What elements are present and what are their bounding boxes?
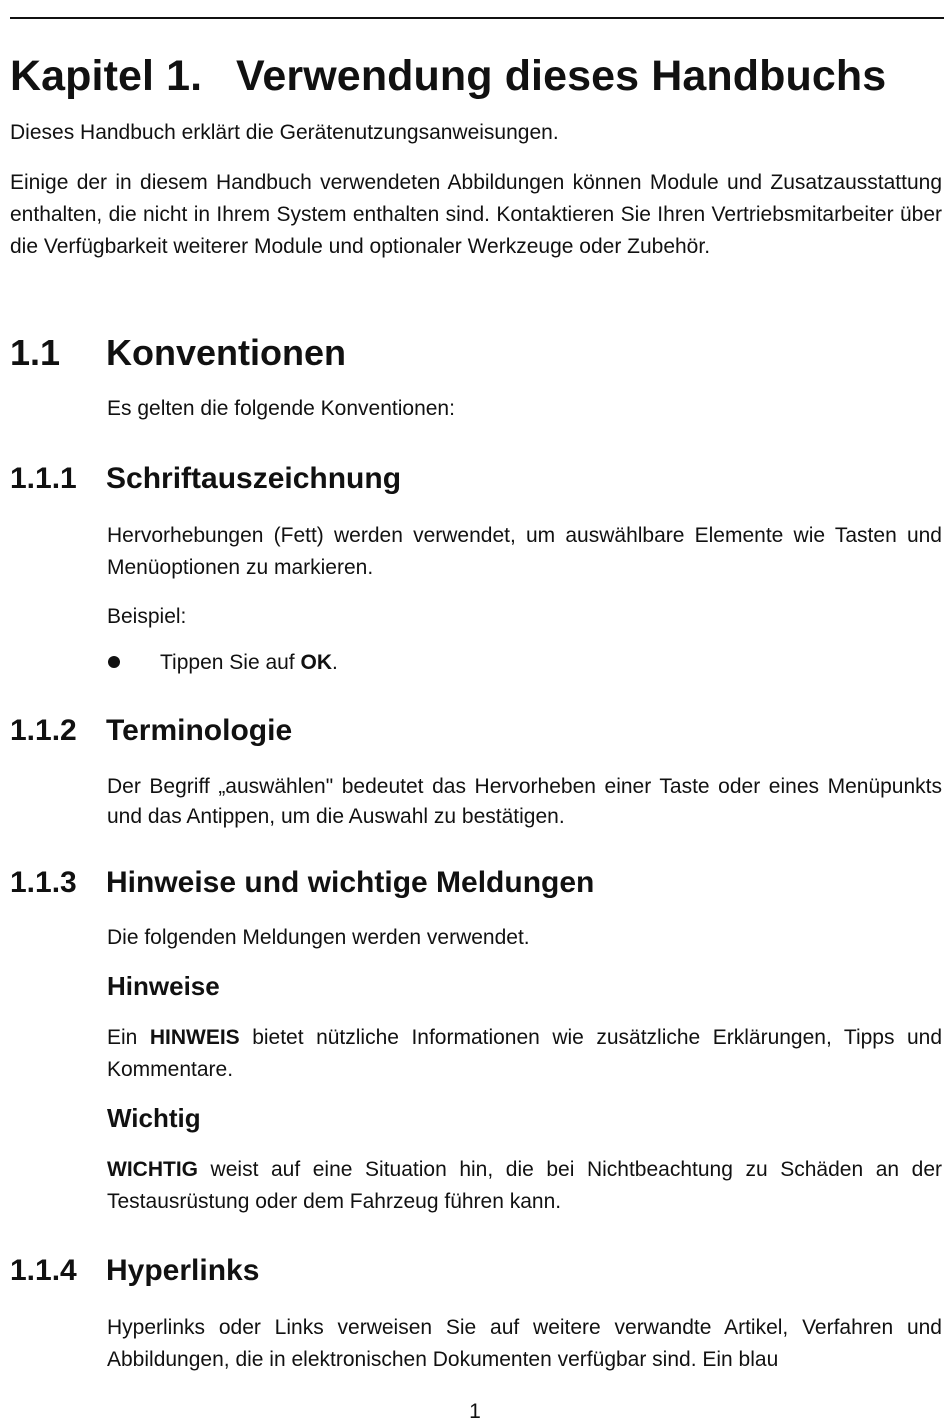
page-number: 1 (469, 1400, 481, 1423)
notes-text: bietet nützliche Informationen wie zusätzliche Erklärungen, Tipps und Kommentare. (107, 1026, 943, 1081)
section-number: 1.1.3 (10, 866, 77, 899)
important-bold: WICHTIG (107, 1158, 198, 1181)
section-1-1-4-text: Hyperlinks oder Links verweisen Sie auf weitere verwandte Artikel, Verfahren und Abbildungen, die in elektronischen Dokumenten verfügbar sind. Ein blau (107, 1316, 942, 1371)
section-heading-1-1-1 (10, 462, 401, 496)
section-1-1-3-text: Die folgenden Meldungen werden verwendet. (107, 926, 530, 949)
section-heading-1-1 (10, 332, 346, 374)
bullet-item (108, 647, 338, 679)
bullet-suffix: . (331, 651, 338, 674)
chapter-heading (10, 52, 886, 101)
bullet-dot-icon (108, 656, 120, 668)
section-heading-1-1-2 (10, 714, 292, 748)
example-label: Beispiel: (107, 605, 187, 628)
notes-bold: HINWEIS (149, 1026, 240, 1049)
important-heading: Wichtig (107, 1103, 201, 1133)
bullet-text: Tippen Sie auf (160, 651, 301, 674)
notes-paragraph (107, 1022, 942, 1086)
section-number: 1.1.4 (10, 1254, 77, 1287)
header-rule (10, 17, 944, 19)
section-title: Konventionen (106, 332, 346, 373)
bullet-bold-ok: OK (300, 651, 332, 674)
section-heading-1-1-4 (10, 1254, 259, 1288)
section-1-1-1-text: Hervorhebungen (Fett) werden verwendet, um auswählbare Elemente wie Tasten und Menüoptionen zu markieren. (107, 524, 942, 579)
section-title: Hyperlinks (106, 1254, 260, 1287)
section-title: Schriftauszeichnung (106, 462, 402, 495)
notes-heading: Hinweise (107, 971, 220, 1001)
section-number: 1.1.2 (10, 714, 77, 747)
section-1-1-text: Es gelten die folgende Konventionen: (107, 397, 455, 420)
intro-paragraph-1: Dieses Handbuch erklärt die Gerätenutzungsanweisungen. (10, 121, 559, 144)
chapter-title: Verwendung dieses Handbuchs (236, 52, 887, 100)
section-heading-1-1-3 (10, 866, 594, 900)
section-number: 1.1.1 (10, 462, 77, 495)
notes-prefix: Ein (107, 1026, 150, 1049)
section-number: 1.1 (10, 332, 61, 373)
section-title: Terminologie (106, 714, 293, 747)
important-text: weist auf eine Situation hin, die bei Nichtbeachtung zu Schäden an der Testausrüstung oder dem Fahrzeug führen kann. (107, 1158, 942, 1213)
chapter-number: Kapitel 1. (10, 52, 203, 100)
section-1-1-2-text: Der Begriff „auswählen" bedeutet das Hervorheben einer Taste oder eines Menüpunkts und das Antippen, um die Auswahl zu bestätigen. (107, 775, 942, 828)
intro-paragraph-2: Einige der in diesem Handbuch verwendeten Abbildungen können Module und Zusatzausstattung enthalten, die nicht in Ihrem System enthalten sind. Kontaktieren Sie Ihren Vertriebsmitarbeiter über die Verfügbarkeit weiterer Module und optionaler Werkzeuge oder Zubehör. (10, 171, 942, 258)
section-title: Hinweise und wichtige Meldungen (106, 866, 595, 899)
important-paragraph (107, 1154, 942, 1218)
